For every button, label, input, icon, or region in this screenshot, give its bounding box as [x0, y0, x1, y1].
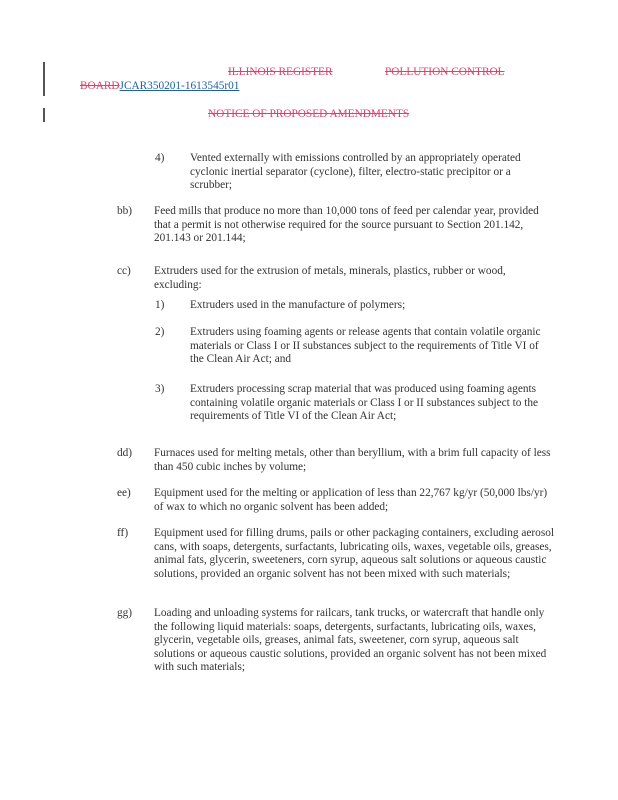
item-text: Equipment used for the melting or application of less than 22,767 kg/yr (50,000 lbs/yr) of wax to which no organic solvent has been added;	[154, 487, 548, 513]
item-label: 2)	[155, 326, 165, 338]
change-bar	[43, 108, 45, 122]
item-text: Extruders used in the manufacture of polymers;	[190, 299, 406, 311]
item-label: 1)	[155, 299, 165, 311]
item-label: bb)	[117, 205, 133, 217]
register-title: ILLINOIS REGISTER	[228, 66, 333, 78]
item-label: gg)	[117, 607, 133, 619]
agency-name-deleted-2: BOARD	[80, 80, 120, 92]
item-text: Loading and unloading systems for railcars, tank trucks, or watercraft that handle only the following liquid materials: soaps, detergents, surfactants, lubricating oils, waxes, glycerin, vegetable oils, greases, animal fats, sweetener, corn syrup, aqueous salt solutions or aqueous caustic solutions, provided an organic solvent has not been mixed with such materials;	[154, 607, 547, 674]
item-label: 3)	[155, 383, 165, 395]
item-label: ff)	[117, 527, 129, 539]
item-label: 4)	[155, 152, 165, 164]
item-text: Extruders processing scrap material that was produced using foaming agents containing volatile organic materials or Class I or II substances subject to the requirements of Title VI of the Clean Air Act;	[190, 383, 539, 423]
item-text: Extruders using foaming agents or release agents that contain volatile organic materials or Class I or II substances subject to the requirements of Title VI of the Clean Air Act; and	[190, 326, 541, 366]
agency-name-deleted: POLLUTION CONTROL	[385, 66, 505, 78]
item-label: cc)	[117, 265, 131, 277]
item-text: Vented externally with emissions controlled by an appropriately operated cyclonic inertial separator (cyclone), filter, electro-static precipitor or a scrubber;	[190, 152, 521, 192]
notice-title: NOTICE OF PROPOSED AMENDMENTS	[208, 108, 410, 120]
item-text: Extruders used for the extrusion of metals, minerals, plastics, rubber or wood, excluding:	[154, 265, 506, 291]
item-label: dd)	[117, 447, 133, 459]
item-label: ee)	[117, 487, 131, 499]
header-line-2	[80, 80, 239, 94]
item-text: Furnaces used for melting metals, other than beryllium, with a brim full capacity of less than 450 cubic inches by volume;	[154, 447, 551, 473]
item-text: Feed mills that produce no more than 10,000 tons of feed per calendar year, provided that a permit is not otherwise required for the source pursuant to Section 201.142, 201.143 or 201.144;	[154, 205, 539, 245]
inserted-jcar-id[interactable]: JCAR350201-1613545r01	[119, 80, 240, 92]
change-bar	[43, 62, 45, 96]
item-text: Equipment used for filling drums, pails or other packaging containers, excluding aerosol cans, with soaps, detergents, surfactants, lubricating oils, waxes, vegetable oils, greases, animal fats, glycerin, sweeteners, corn syrup, aqueous salt solutions or aqueous caustic solutions, provided an organic solvent has not been mixed with such materials;	[154, 527, 554, 580]
